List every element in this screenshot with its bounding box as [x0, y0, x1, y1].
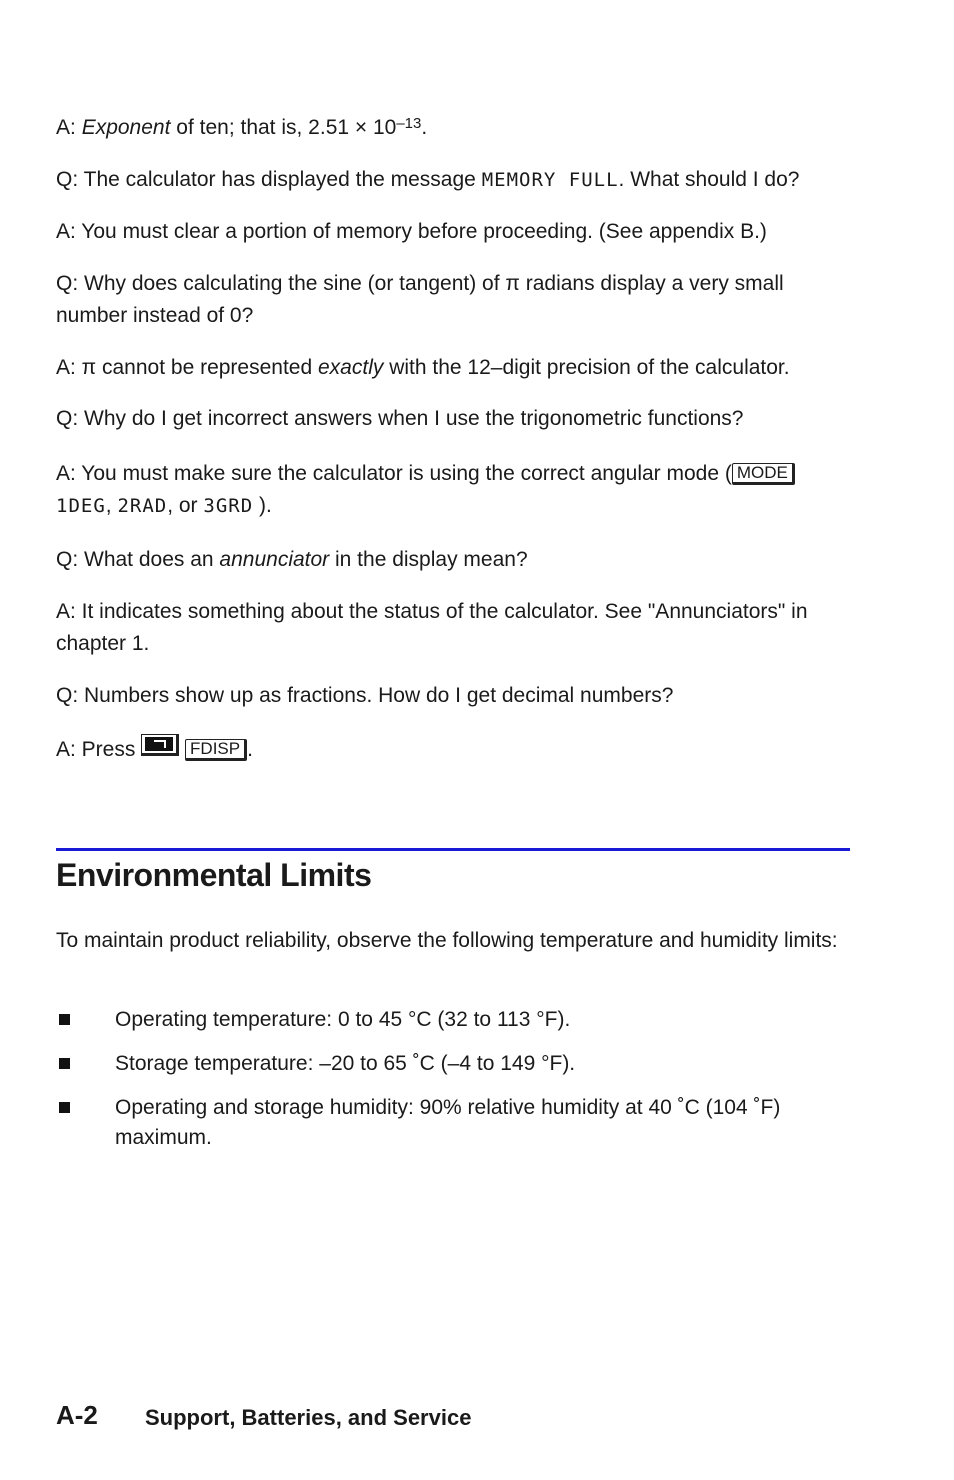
- bullet-text: Operating and storage humidity: 90% relative humidity at 40 ˚C (104 ˚F) maximum.: [115, 1096, 781, 1149]
- bullet-square-icon: [59, 1102, 70, 1113]
- answer-prefix: A: π cannot be represented: [56, 356, 318, 379]
- lcd-rad: 2RAD: [117, 495, 168, 517]
- separator: , or: [167, 494, 204, 517]
- section-rule: [56, 848, 850, 851]
- bullet-square-icon: [59, 1014, 70, 1025]
- bullet-text: Operating temperature: 0 to 45 °C (32 to 113 °F).: [115, 1008, 571, 1031]
- answer-pi-precision: [56, 352, 846, 384]
- bullet-square-icon: [59, 1058, 70, 1069]
- lcd-grd: 3GRD: [203, 495, 254, 517]
- question-sine-pi: [56, 268, 846, 332]
- answer-clear-memory: [56, 216, 846, 248]
- answer-text: A: You must make sure the calculator is using the correct angular mode (: [56, 462, 732, 485]
- page-number: A-2: [56, 1400, 98, 1430]
- emphasis: annunciator: [219, 548, 330, 571]
- mode-key: MODE: [732, 463, 795, 485]
- answer-annunciator: [56, 596, 846, 660]
- answer-prefix: A: Press: [56, 738, 142, 761]
- lcd-deg: 1DEG: [56, 495, 106, 517]
- superscript: –13: [396, 115, 422, 132]
- emphasis: exactly: [318, 356, 384, 379]
- question-text: Q: Numbers show up as fractions. How do I get decimal numbers?: [56, 684, 674, 707]
- answer-exponent: [56, 112, 846, 144]
- answer-end: .: [421, 116, 428, 139]
- section-intro: To maintain product reliability, observe the following temperature and humidity limits:: [56, 929, 838, 952]
- answer-text: of ten; that is, 2.51 × 10: [170, 116, 397, 139]
- answer-end: ).: [253, 494, 272, 517]
- chapter-title: Support, Batteries, and Service: [145, 1405, 472, 1430]
- question-fractions: [56, 680, 846, 712]
- question-text: Q: Why do I get incorrect answers when I use the trigonometric functions?: [56, 407, 744, 430]
- answer-angular-mode: [56, 458, 846, 522]
- lcd-message: MEMORY FULL: [481, 169, 619, 191]
- separator: ,: [105, 494, 118, 517]
- question-text: Q: Why does calculating the sine (or tangent) of π radians display a very small number instead of 0?: [56, 272, 784, 327]
- answer-prefix: A:: [56, 116, 82, 139]
- question-end: in the display mean?: [329, 548, 528, 571]
- question-memory-full: [56, 164, 846, 196]
- question-text: Q: The calculator has displayed the message: [56, 168, 482, 191]
- answer-end: with the 12–digit precision of the calculator.: [383, 356, 790, 379]
- question-trig: [56, 403, 846, 435]
- question-end: . What should I do?: [618, 168, 800, 191]
- question-prefix: Q: What does an: [56, 548, 220, 571]
- emphasis: Exponent: [81, 116, 171, 139]
- answer-end: .: [247, 738, 253, 761]
- right-shift-key-icon: [141, 734, 179, 756]
- section-title: Environmental Limits: [56, 857, 372, 893]
- answer-text: A: It indicates something about the status of the calculator. See "Annunciators" in chapter 1.: [56, 600, 808, 655]
- fdisp-key: FDISP: [185, 739, 247, 761]
- bullet-text: Storage temperature: –20 to 65 ˚C (–4 to 149 °F).: [115, 1052, 576, 1075]
- question-annunciator: [56, 544, 846, 576]
- page-footer: [56, 1400, 472, 1431]
- answer-text: A: You must clear a portion of memory before proceeding. (See appendix B.): [56, 220, 767, 243]
- answer-fdisp: [56, 734, 846, 766]
